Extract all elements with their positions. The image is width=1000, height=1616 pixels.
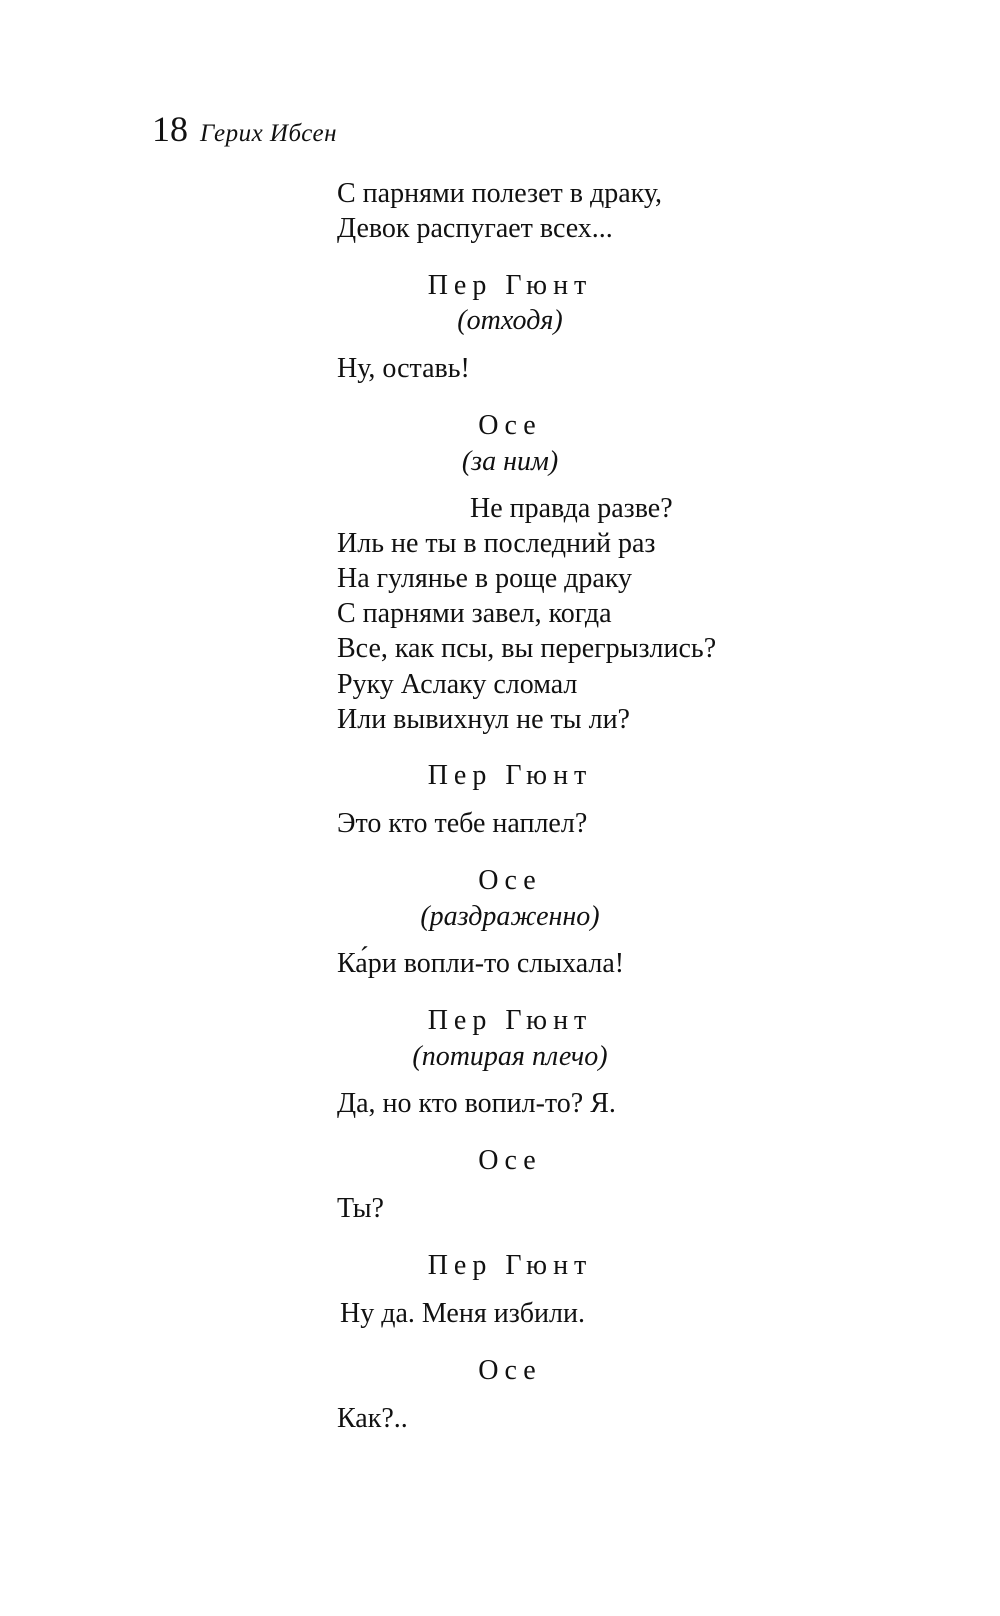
speaker-name: Осе [478,410,542,441]
verse-line: Девок распугает всех... [337,213,613,244]
speaker-name: Пер Гюнт [427,760,593,791]
speaker-name: Осе [478,1355,542,1386]
verse-line: Руку Аслаку сломал [337,669,578,700]
verse-line: С парнями полезет в драку, [337,178,663,209]
verse-line: Ну, оставь! [337,353,470,384]
verse-line: Ну да. Меня избили. [340,1298,585,1329]
page-number: 18 [152,109,188,149]
verse-line: С парнями завел, когда [337,598,612,629]
speaker-name: Осе [478,865,542,896]
author-name: Герих Ибсен [200,120,337,147]
verse-line: Все, как псы, вы перегрызлись? [337,633,717,664]
speaker-name: Пер Гюнт [427,1250,593,1281]
stage-direction: (потирая плечо) [412,1041,608,1072]
stage-direction: (раздраженно) [420,901,600,932]
verse-line: Или вывихнул не ты ли? [337,704,630,735]
verse-line: Ка́ри вопли-то слыхала! [337,948,625,979]
verse-line: Как?.. [337,1403,408,1434]
speaker-name: Осе [478,1145,542,1176]
verse-line: Да, но кто вопил-то? Я. [337,1088,616,1119]
verse-line: Это кто тебе наплел? [337,808,588,839]
verse-line: Не правда разве? [470,493,673,524]
running-head [152,108,337,150]
stage-direction: (за ним) [461,446,559,477]
verse-line: Иль не ты в последний раз [337,528,656,559]
speaker-name: Пер Гюнт [427,270,593,301]
verse-line: На гулянье в роще драку [337,563,633,594]
verse-line: Ты? [337,1193,384,1224]
stage-direction: (отходя) [457,305,563,336]
speaker-name: Пер Гюнт [427,1005,593,1036]
